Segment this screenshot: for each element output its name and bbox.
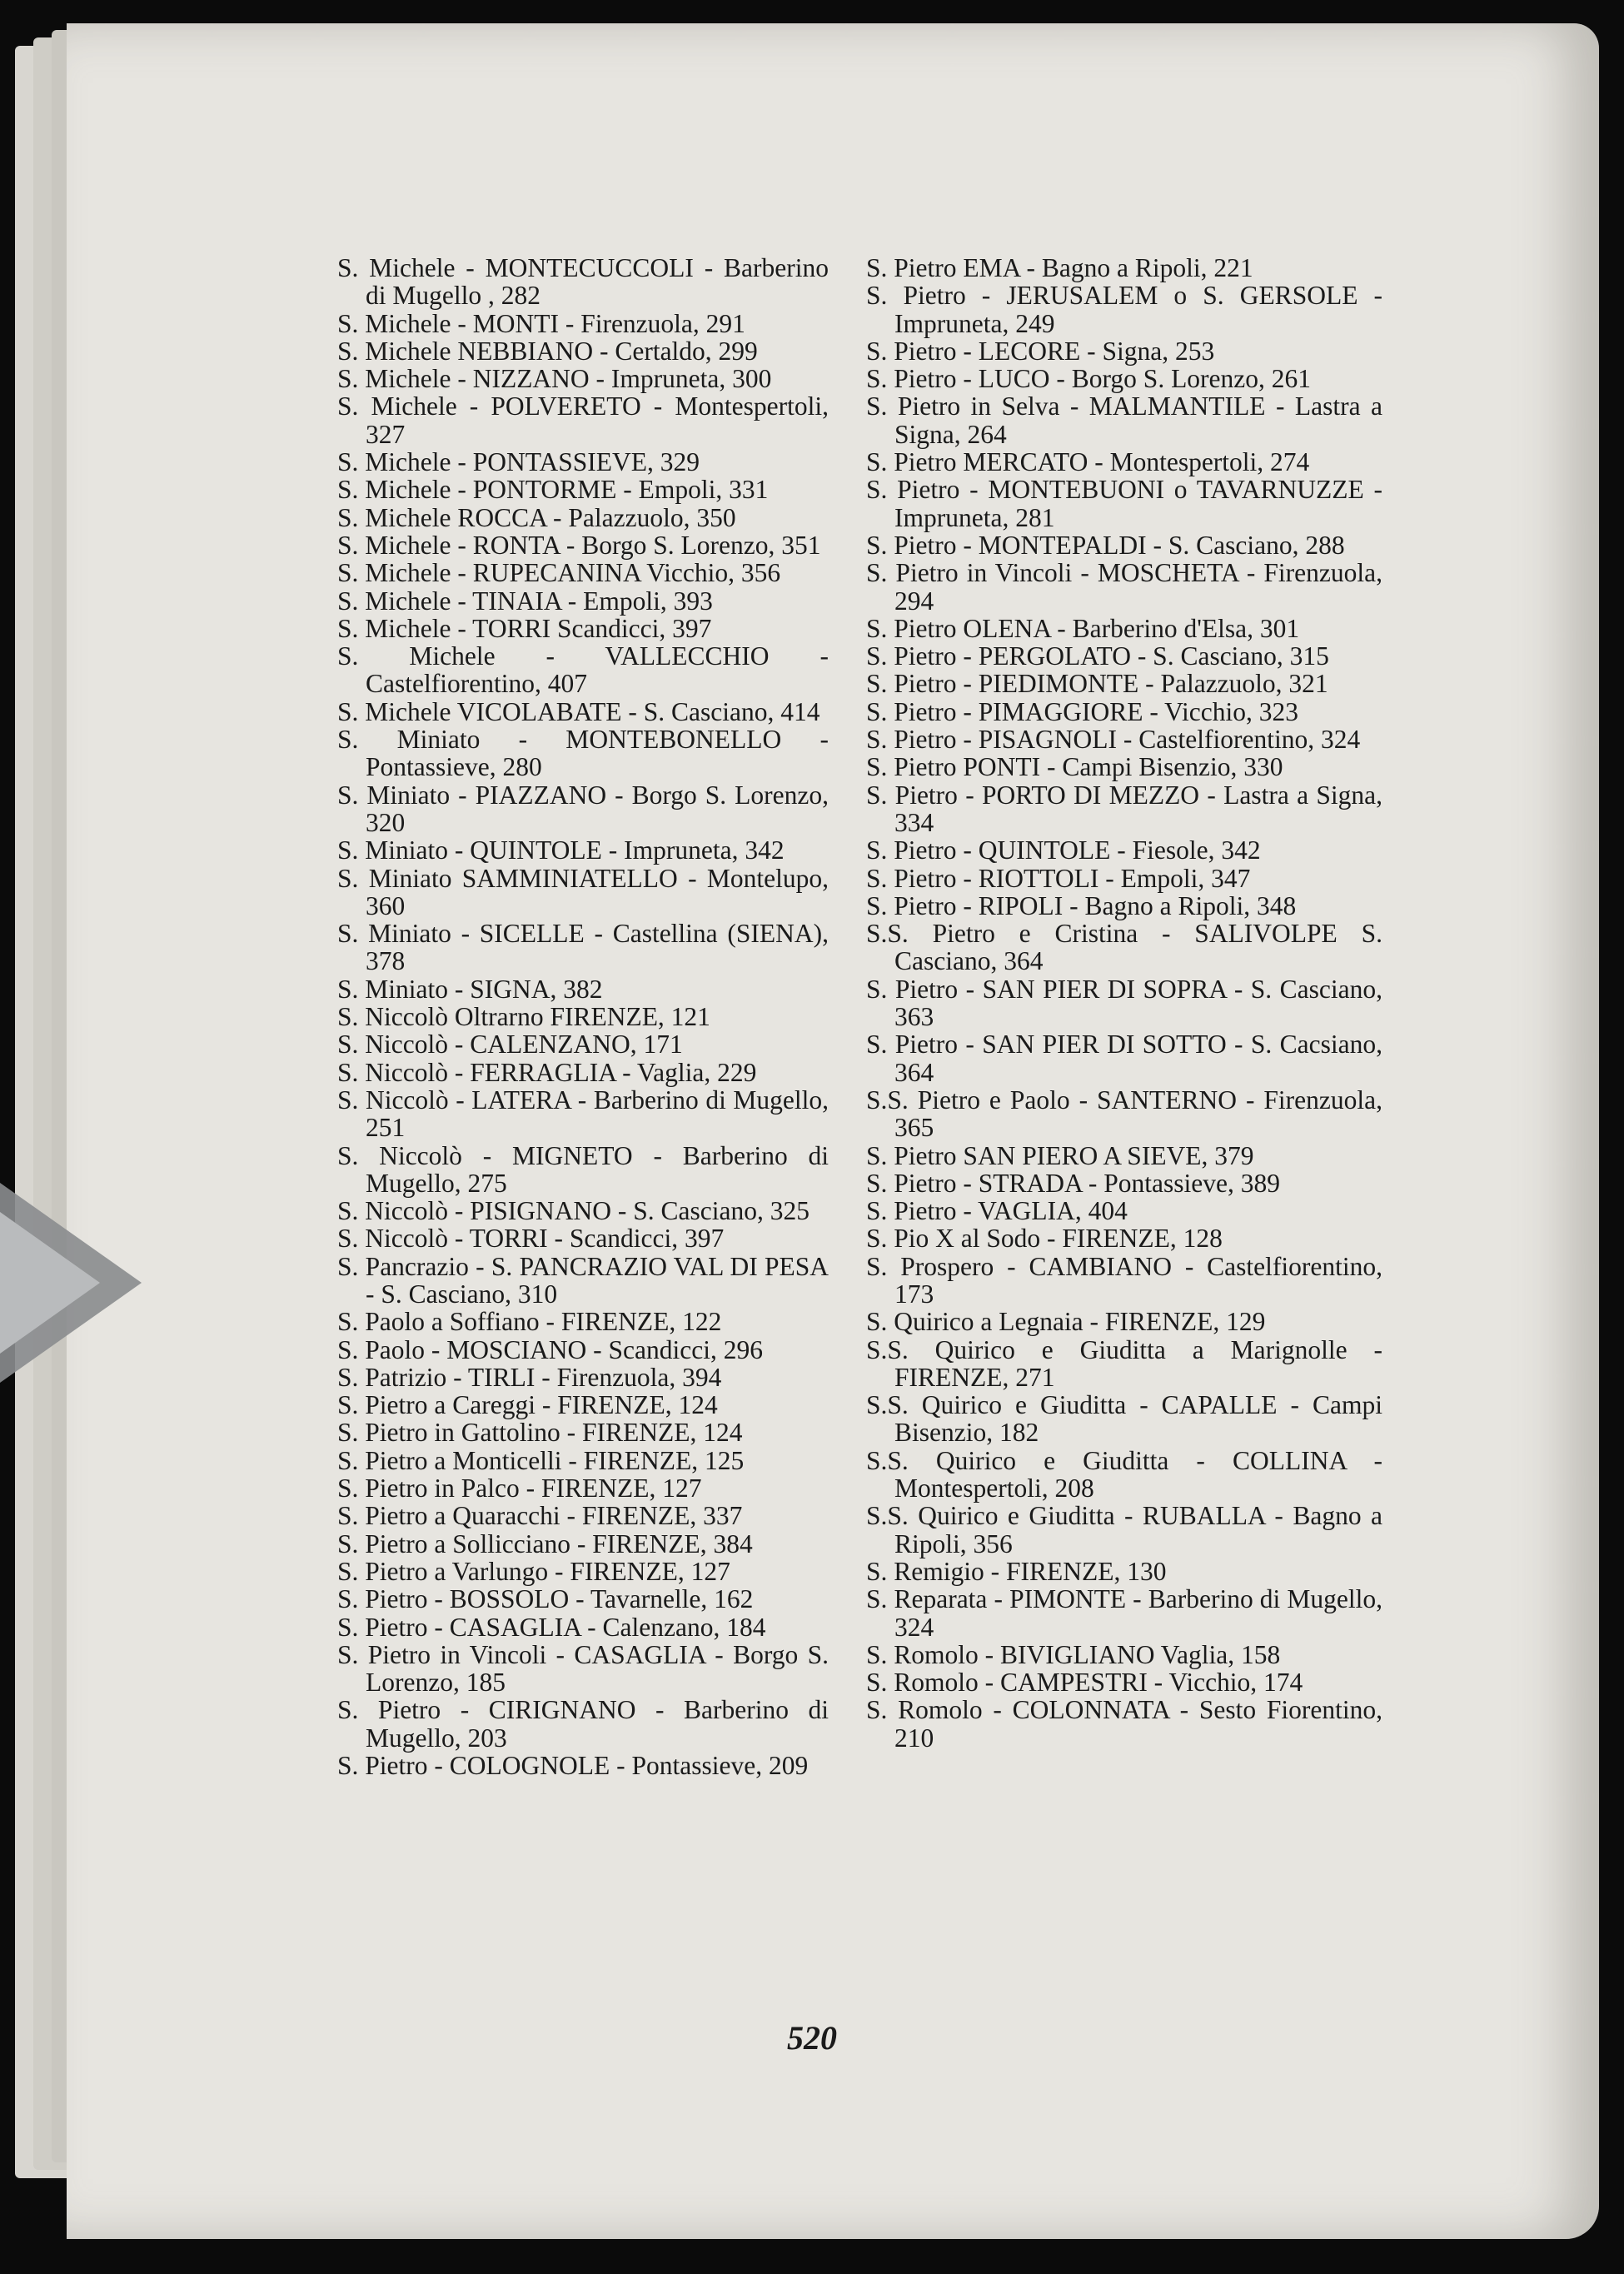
index-entry: S. Pancrazio - S. PANCRAZIO VAL DI PESA - S. Casciano, 310 xyxy=(337,1251,829,1309)
index-entry: S. Niccolò Oltrarno FIRENZE, 121 xyxy=(337,1002,710,1032)
index-entry: S. Pietro - PIEDIMONTE - Palazzuolo, 321 xyxy=(866,669,1328,699)
index-entry: S. Pietro - COLOGNOLE - Pontassieve, 209 xyxy=(337,1751,809,1781)
page-number: 520 xyxy=(787,2019,837,2057)
index-entry: S. Pietro - PERGOLATO - S. Casciano, 315 xyxy=(866,641,1329,671)
index-entry: S. Michele - MONTECUCCOLI - Barberino di Mugello , 282 xyxy=(337,253,829,311)
index-entry: S. Reparata - PIMONTE - Barberino di Mugello, 324 xyxy=(866,1584,1382,1642)
index-entry: S. Pietro - PISAGNOLI - Castelfiorentino, 324 xyxy=(866,725,1361,755)
index-entry: S. Pietro a Quaracchi - FIRENZE, 337 xyxy=(337,1501,743,1531)
index-entry: S. Michele - PONTORME - Empoli, 331 xyxy=(337,475,769,505)
index-entry: S. Miniato - PIAZZANO - Borgo S. Lorenzo, 320 xyxy=(337,780,829,837)
index-entry: S. Romolo - CAMPESTRI - Vicchio, 174 xyxy=(866,1668,1303,1698)
index-entry: S. Michele - RONTA - Borgo S. Lorenzo, 351 xyxy=(337,530,821,560)
index-entry: S. Miniato SAMMINIATELLO - Montelupo, 360 xyxy=(337,863,829,920)
index-entry: S. Pietro - LECORE - Signa, 253 xyxy=(866,336,1215,366)
index-entry: S. Niccolò - LATERA - Barberino di Mugello, 251 xyxy=(337,1085,829,1143)
index-entry: S. Pietro - LUCO - Borgo S. Lorenzo, 261 xyxy=(866,364,1312,394)
index-entry: S. Pietro PONTI - Campi Bisenzio, 330 xyxy=(866,752,1283,782)
index-entry: S. Pio X al Sodo - FIRENZE, 128 xyxy=(866,1224,1223,1254)
index-entry: S. Michele - POLVERETO - Montespertoli, 327 xyxy=(337,391,829,449)
index-entry: S. Pietro a Careggi - FIRENZE, 124 xyxy=(337,1390,718,1420)
index-entry: S. Pietro - JERUSALEM o S. GERSOLE - Impruneta, 249 xyxy=(866,281,1382,338)
index-entry: S. Pietro EMA - Bagno a Ripoli, 221 xyxy=(866,253,1253,282)
index-entry: S. Patrizio - TIRLI - Firenzuola, 394 xyxy=(337,1362,722,1392)
index-entry: S. Miniato - MONTEBONELLO - Pontassieve, 280 xyxy=(337,725,829,782)
index-entry: S. Pietro a Sollicciano - FIRENZE, 384 xyxy=(337,1528,753,1558)
index-entry: S. Pietro - STRADA - Pontassieve, 389 xyxy=(866,1168,1281,1198)
index-entry: S. Niccolò - TORRI - Scandicci, 397 xyxy=(337,1224,725,1254)
index-entry: S. Pietro OLENA - Barberino d'Elsa, 301 xyxy=(866,613,1300,643)
index-entry: S. Niccolò - PISIGNANO - S. Casciano, 325 xyxy=(337,1196,810,1226)
index-entry: S. Pietro in Palco - FIRENZE, 127 xyxy=(337,1474,702,1504)
index-entry: S.S. Quirico e Giuditta - RUBALLA - Bagno a Ripoli, 356 xyxy=(866,1501,1382,1558)
index-entry: S.S. Quirico e Giuditta a Marignolle - FIRENZE, 271 xyxy=(866,1334,1382,1392)
index-entry: S. Miniato - SICELLE - Castellina (SIENA), 378 xyxy=(337,919,829,976)
index-entry: S. Michele ROCCA - Palazzuolo, 350 xyxy=(337,502,736,532)
index-column-right xyxy=(866,254,1382,1752)
index-entry: S. Romolo - BIVIGLIANO Vaglia, 158 xyxy=(866,1639,1281,1669)
index-entry: S. Pietro - MONTEPALDI - S. Casciano, 288 xyxy=(866,530,1345,560)
index-entry: S.S. Pietro e Paolo - SANTERNO - Firenzuola, 365 xyxy=(866,1085,1382,1143)
index-entry: S. Romolo - COLONNATA - Sesto Fiorentino, 210 xyxy=(866,1695,1382,1753)
index-entry: S. Michele NEBBIANO - Certaldo, 299 xyxy=(337,336,758,366)
index-entry: S. Pietro SAN PIERO A SIEVE, 379 xyxy=(866,1140,1254,1170)
index-entry: S. Pietro - MONTEBUONI o TAVARNUZZE - Impruneta, 281 xyxy=(866,475,1382,532)
index-entry: S. Michele - RUPECANINA Vicchio, 356 xyxy=(337,558,781,588)
index-entry: S. Pietro MERCATO - Montespertoli, 274 xyxy=(866,447,1310,477)
index-entry: S. Pietro - PORTO DI MEZZO - Lastra a Signa, 334 xyxy=(866,780,1382,837)
index-entry: S. Quirico a Legnaia - FIRENZE, 129 xyxy=(866,1307,1266,1337)
index-entry: S. Pietro - QUINTOLE - Fiesole, 342 xyxy=(866,835,1261,865)
index-entry: S. Prospero - CAMBIANO - Castelfiorentino, 173 xyxy=(866,1251,1382,1309)
index-entry: S. Pietro - SAN PIER DI SOTTO - S. Cacsiano, 364 xyxy=(866,1030,1382,1087)
index-entry: S. Remigio - FIRENZE, 130 xyxy=(866,1556,1167,1586)
index-entry: S. Pietro - CIRIGNANO - Barberino di Mugello, 203 xyxy=(337,1695,829,1753)
index-entry: S. Pietro in Vincoli - CASAGLIA - Borgo S. Lorenzo, 185 xyxy=(337,1639,829,1698)
index-column-left xyxy=(337,254,829,1779)
index-entry: S. Niccolò - CALENZANO, 171 xyxy=(337,1030,683,1060)
index-entry: S. Miniato - SIGNA, 382 xyxy=(337,974,603,1004)
index-entry: S.S. Pietro e Cristina - SALIVOLPE S. Casciano, 364 xyxy=(866,919,1382,976)
index-entry: S. Pietro a Monticelli - FIRENZE, 125 xyxy=(337,1445,745,1475)
index-entry: S. Pietro in Selva - MALMANTILE - Lastra a Signa, 264 xyxy=(866,391,1382,449)
index-entry: S. Pietro - RIPOLI - Bagno a Ripoli, 348 xyxy=(866,890,1297,920)
index-entry: S. Pietro - PIMAGGIORE - Vicchio, 323 xyxy=(866,696,1298,726)
index-entry: S. Michele - TINAIA - Empoli, 393 xyxy=(337,586,713,616)
index-entry: S. Niccolò - FERRAGLIA - Vaglia, 229 xyxy=(337,1057,757,1087)
index-entry: S.S. Quirico e Giuditta - CAPALLE - Campi Bisenzio, 182 xyxy=(866,1390,1382,1448)
index-entry: S. Paolo a Soffiano - FIRENZE, 122 xyxy=(337,1307,722,1337)
index-entry: S. Pietro a Varlungo - FIRENZE, 127 xyxy=(337,1556,730,1586)
index-entry: S. Pietro in Gattolino - FIRENZE, 124 xyxy=(337,1418,743,1448)
index-entry: S. Miniato - QUINTOLE - Impruneta, 342 xyxy=(337,835,785,865)
index-entry: S. Pietro - VAGLIA, 404 xyxy=(866,1196,1128,1226)
index-entry: S. Pietro - RIOTTOLI - Empoli, 347 xyxy=(866,863,1251,893)
index-entry: S. Michele - NIZZANO - Impruneta, 300 xyxy=(337,364,772,394)
index-entry: S.S. Quirico e Giuditta - COLLINA - Montespertoli, 208 xyxy=(866,1445,1382,1504)
index-entry: S. Michele VICOLABATE - S. Casciano, 414 xyxy=(337,696,820,726)
index-entry: S. Michele - TORRI Scandicci, 397 xyxy=(337,613,712,643)
index-entry: S. Pietro in Vincoli - MOSCHETA - Firenzuola, 294 xyxy=(866,558,1382,616)
index-entry: S. Michele - MONTI - Firenzuola, 291 xyxy=(337,308,745,338)
bookmark-clip-highlight xyxy=(0,1212,100,1354)
index-entry: S. Pietro - BOSSOLO - Tavarnelle, 162 xyxy=(337,1584,754,1614)
index-entry: S. Michele - VALLECCHIO - Castelfiorentino, 407 xyxy=(337,641,829,699)
index-entry: S. Paolo - MOSCIANO - Scandicci, 296 xyxy=(337,1334,763,1364)
index-entry: S. Pietro - SAN PIER DI SOPRA - S. Casciano, 363 xyxy=(866,974,1382,1032)
index-entry: S. Michele - PONTASSIEVE, 329 xyxy=(337,447,700,477)
index-entry: S. Pietro - CASAGLIA - Calenzano, 184 xyxy=(337,1612,766,1642)
index-entry: S. Niccolò - MIGNETO - Barberino di Mugello, 275 xyxy=(337,1140,829,1198)
